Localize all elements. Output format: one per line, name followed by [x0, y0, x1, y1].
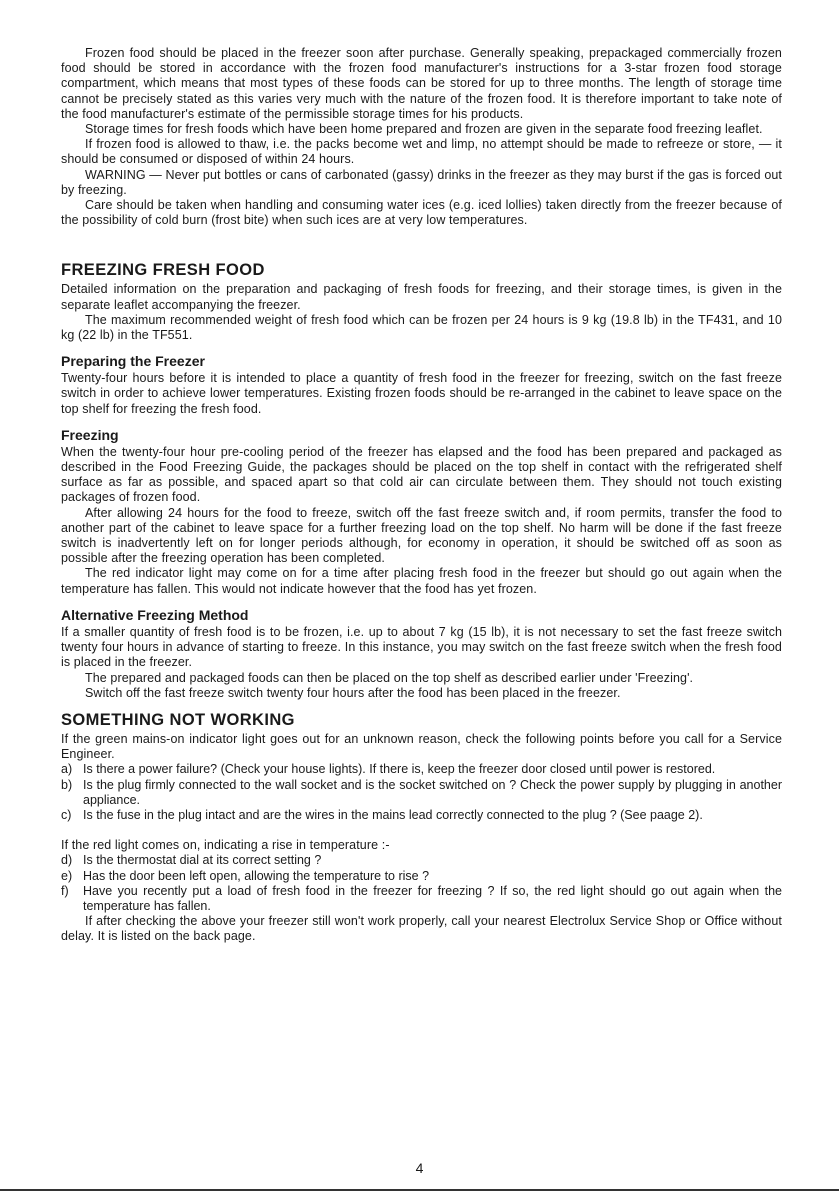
- freezing-fresh-food-section: [61, 261, 782, 700]
- list-item: [61, 778, 782, 808]
- check-list: [61, 762, 782, 823]
- list-item: [61, 884, 782, 914]
- list-item-text: Is there a power failure? (Check your house lights). If there is, keep the freezer door closed until power is restored.: [83, 762, 716, 777]
- list-marker: a): [61, 762, 73, 777]
- paragraph: If the red light comes on, indicating a rise in temperature :-: [61, 838, 390, 853]
- section-heading: FREEZING FRESH FOOD: [61, 261, 265, 280]
- list-marker: f): [61, 883, 69, 898]
- spacer: [61, 823, 782, 838]
- list-item: [61, 762, 782, 777]
- list-item: [61, 869, 782, 884]
- paragraph: Storage times for fresh foods which have been home prepared and frozen are given in the separate food freezing leaflet.: [85, 122, 763, 137]
- list-item-text: Is the thermostat dial at its correct setting ?: [83, 853, 322, 868]
- section-heading: SOMETHING NOT WORKING: [61, 710, 295, 729]
- paragraph: Care should be taken when handling and consuming water ices (e.g. iced lollies) taken directly from the freezer because of the possibility of cold burn (frost bite) when such ices are at very low temperatures.: [61, 198, 782, 228]
- list-item: [61, 853, 782, 868]
- list-item-text: Has the door been left open, allowing the temperature to rise ?: [83, 868, 430, 883]
- paragraph: The prepared and packaged foods can then be placed on the top shelf as described earlier under 'Freezing'.: [85, 670, 694, 685]
- paragraph: Twenty-four hours before it is intended to place a quantity of fresh food in the freezer for freezing, switch on the fast freeze switch in order to achieve lower temperatures. Existing frozen foods should be re-arranged in the cabinet to leave space on the top shelf for freezing the fresh food.: [61, 371, 782, 416]
- paragraph: The maximum recommended weight of fresh food which can be frozen per 24 hours is 9 kg (19.8 lb) in the TF431, and 10 kg (22 lb) in the TF551.: [61, 312, 782, 343]
- paragraph: If the green mains-on indicator light goes out for an unknown reason, check the following points before you call for a Service Engineer.: [61, 731, 782, 762]
- list-marker: e): [61, 868, 73, 883]
- intro-section: [61, 46, 782, 228]
- paragraph: If a smaller quantity of fresh food is to be frozen, i.e. up to about 7 kg (15 lb), it is not necessary to set the fast freeze switch twenty four hours in advance of starting to freeze. In this instance, you may switch on the fast freeze switch when the fresh food is placed in the freezer.: [61, 624, 782, 670]
- subsection-heading: Alternative Freezing Method: [61, 606, 249, 623]
- paragraph: If frozen food is allowed to thaw, i.e. the packs become wet and limp, no attempt should be made to refreeze or store, — it should be consumed or disposed of within 24 hours.: [61, 137, 782, 167]
- list-item-text: Is the plug firmly connected to the wall socket and is the socket switched on ? Check the power supply by plugging in another appliance.: [83, 777, 782, 807]
- paragraph: Detailed information on the preparation and packaging of fresh foods for freezing, and their storage times, is given in the separate leaflet accompanying the freezer.: [61, 282, 782, 312]
- paragraph: Switch off the fast freeze switch twenty four hours after the food has been placed in the freezer.: [85, 685, 621, 700]
- list-item: [61, 808, 782, 823]
- subsection-heading: Freezing: [61, 426, 119, 443]
- document-page: [61, 46, 782, 945]
- paragraph: When the twenty-four hour pre-cooling period of the freezer has elapsed and the food has been prepared and packaged as described in the Food Freezing Guide, the packages should be placed on the top shelf in contact with the refrigerated shelf surface as far as possible, and spaced apart so that cold air can circulate between them. They should not touch existing packages of frozen food.: [61, 444, 782, 505]
- something-not-working-section: [61, 711, 782, 945]
- list-marker: d): [61, 853, 73, 868]
- list-item-text: Have you recently put a load of fresh food in the freezer for freezing ? If so, the red light should go out again when the temperature has fallen.: [83, 883, 782, 913]
- paragraph: Frozen food should be placed in the freezer soon after purchase. Generally speaking, prepackaged commercially frozen food should be stored in accordance with the frozen food manufacturer's instructions for a 3-star frozen food storage compartment, which means that most types of these foods can be stored for up to three months. The length of storage time cannot be precisely stated as this varies very much with the nature of the frozen food. It is therefore important to take note of the food manufacturer's estimate of the permissible storage times for his products.: [61, 46, 782, 121]
- subsection-heading: Preparing the Freezer: [61, 353, 205, 370]
- paragraph: After allowing 24 hours for the food to freeze, switch off the fast freeze switch and, if room permits, transfer the food to another part of the cabinet to leave space for a further freezing load on the top shelf. No harm will be done if the fast freeze switch is inadvertently left on for longer periods although, for economy in operation, it should be switched off as soon as possible after the freezing operation has been completed.: [61, 505, 782, 566]
- list-marker: c): [61, 807, 72, 822]
- warning-paragraph: WARNING — Never put bottles or cans of carbonated (gassy) drinks in the freezer as they may burst if the gas is forced out by freezing.: [61, 167, 782, 197]
- list-item-text: Is the fuse in the plug intact and are the wires in the mains lead correctly connected to the plug ? (See paage 2).: [83, 807, 703, 822]
- paragraph: If after checking the above your freezer still won't work properly, call your nearest Electrolux Service Shop or Office without delay. It is listed on the back page.: [61, 914, 782, 944]
- page-number: 4: [415, 1160, 424, 1176]
- list-marker: b): [61, 777, 73, 792]
- check-list: [61, 853, 782, 914]
- paragraph: The red indicator light may come on for a time after placing fresh food in the freezer but should go out again when the temperature has fallen. This would not indicate however that the food has yet frozen.: [61, 566, 782, 596]
